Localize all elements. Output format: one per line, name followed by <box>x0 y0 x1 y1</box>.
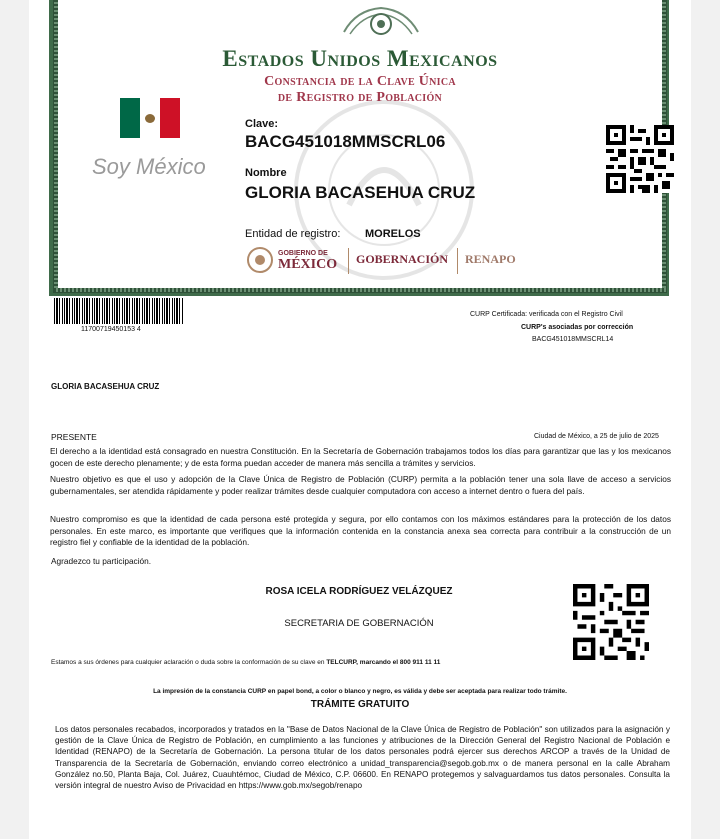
logo-gobernacion: GOBERNACIÓN <box>356 252 449 266</box>
eagle-seal-icon <box>245 246 275 274</box>
logo-divider <box>348 248 349 274</box>
nombre-value: GLORIA BACASEHUA CRUZ <box>245 183 476 202</box>
impresion-notice: La impresión de la constancia CURP en papel bond, a color o blanco y negro, es válida y debe ser aceptada para realizar todo trámite. <box>153 688 567 695</box>
logo-divider-2 <box>457 248 458 274</box>
contact-text <box>51 659 440 666</box>
letter-paragraph-2: Nuestro objetivo es que el uso y adopción de la Clave Única de Registro de Población (CURP) permita a la población tener una sola llave de acceso a servicios gubernamentales, ser atendida rápidamente y poder realizar trámites desde cualquier computadora con acceso a internet dentro o fuera del país. <box>50 474 671 496</box>
tramite-gratuito: TRÁMITE GRATUITO <box>310 699 410 710</box>
logo-renapo: RENAPO <box>465 252 516 266</box>
certificate-body <box>53 0 667 293</box>
recipient-name: GLORIA BACASEHUA CRUZ <box>51 382 160 391</box>
presente-text: PRESENTE <box>51 432 97 442</box>
logo-gobierno-de: GOBIERNO DE <box>278 250 328 257</box>
clave-value: BACG451018MMSCRL06 <box>245 132 446 151</box>
letter-paragraph-3: Nuestro compromiso es que la identidad de cada persona esté protegida y segura, por ello contamos con los máximos estándares para la protección de los datos personales. En este marco, es importante que verifiques que la información contenida en la constancia anexa sea correcta para contribuir a la construcción de un registro fiel y confiable de la identidad de la población. <box>50 514 671 547</box>
signer-name: ROSA ICELA RODRÍGUEZ VELÁZQUEZ <box>265 586 453 597</box>
barcode-number: 11700719450153 4 <box>81 326 141 333</box>
certificate-subtitle-line1: Constancia de la Clave Única <box>264 74 456 89</box>
soy-mexico-text: Soy México <box>92 154 206 179</box>
signer-title: SECRETARIA DE GOBERNACIÓN <box>284 618 434 629</box>
contact-prefix: Estamos a sus órdenes para cualquier aclaración o duda sobre la conformación de su clave en <box>51 659 327 666</box>
nombre-label: Nombre <box>245 167 287 179</box>
coat-of-arms-seal-icon <box>336 2 426 42</box>
mexico-flag-icon <box>120 98 180 138</box>
country-title: Estados Unidos Mexicanos <box>222 46 498 71</box>
curp-certificada-text: CURP Certificada: verificada con el Registro Civil <box>470 311 623 318</box>
curp-certificate <box>49 0 669 296</box>
certificate-subtitle-line2: de Registro de Población <box>277 90 443 105</box>
certificate-border-left <box>54 0 58 292</box>
signature-qr-code-icon <box>573 584 649 660</box>
document-page <box>29 0 691 839</box>
certificate-qr-code-icon <box>606 125 674 193</box>
curp-asociada-value: BACG451018MMSCRL14 <box>532 336 614 343</box>
logo-mexico: MÉXICO <box>278 257 338 272</box>
letter-date: Ciudad de México, a 25 de julio de 2025 <box>534 433 659 440</box>
contact-telcurp: TELCURP, marcando el 800 911 11 11 <box>326 659 441 666</box>
clave-label: Clave: <box>245 118 279 130</box>
letter-paragraph-1: El derecho a la identidad está consagrado en nuestra Constitución. En la Secretaría de Gobernación trabajamos todos los días para garantizar que las y los mexicanos gocen de este derecho plenamente; y de esta forma puedan acceder de manera más sencilla a trámites y servicios. <box>50 446 671 468</box>
privacy-notice: Los datos personales recabados, incorporados y tratados en la "Base de Datos Nacional de la Clave Única de Registro de Población" son utilizados para la asignación y gestión de la Clave Única de Registro de Población, en cumplimiento a las funciones y atribuciones de la Dirección General del Registro Nacional de Población e Identidad (RENAPO) de la Secretaría de Gobernación. La persona titular de los datos personales podrá ejercer sus derechos ARCOP a través de la Unidad de Transparencia de la Secretaría de Gobernación, enviando correo electrónico a unidad_transparencia@segob.gob.mx o de manera personal en la calle Abraham González no.50, Planta Baja, Col. Juárez, Cuauhtémoc, Ciudad de México, C.P. 06600. En RENAPO protegemos y salvaguardamos tus datos personales. Consulta la versión integral de nuestro Aviso de Privacidad en https://www.gob.mx/segob/renapo <box>55 725 670 791</box>
curp-asociadas-label: CURP's asociadas por corrección <box>521 324 634 331</box>
certificate-border-bottom <box>54 288 666 292</box>
entidad-value: MORELOS <box>365 228 421 240</box>
thanks-text: Agradezco tu participación. <box>51 556 152 566</box>
entidad-label: Entidad de registro: <box>245 228 341 240</box>
barcode-graphic <box>54 298 184 324</box>
